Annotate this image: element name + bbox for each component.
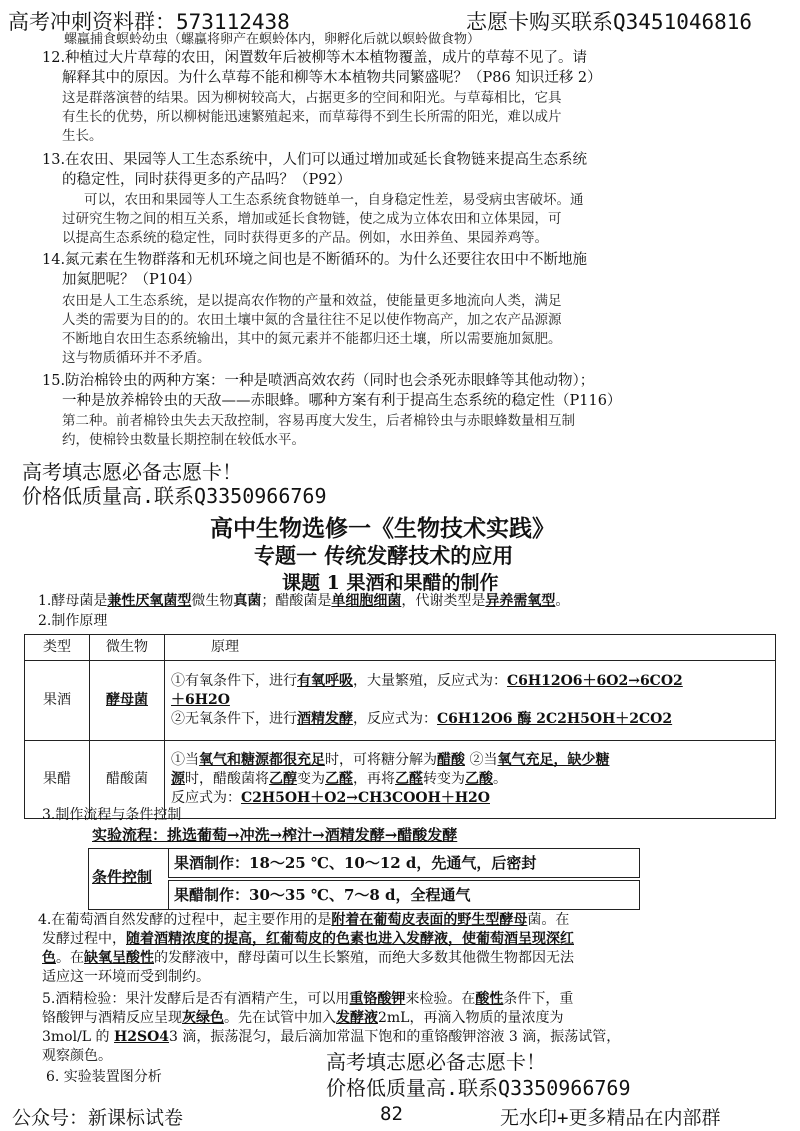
p1-text: 微生物	[191, 593, 234, 609]
q15-line2: 一种是放养棉铃虫的天敌——赤眼蜂。哪种方案有利于提高生态系统的稳定性（P116）	[62, 393, 622, 409]
table-header: 微生物	[90, 635, 165, 661]
title-lesson: 课题 1 果酒和果醋的制作	[282, 572, 499, 594]
txt: ，反应式为：	[353, 711, 437, 727]
p1-key: 兼性厌氧菌型	[107, 593, 192, 609]
key: 随着酒精浓度的提高，红葡萄皮的色素也进入发酵液，使葡萄酒呈现深红	[126, 931, 574, 947]
txt: 4.在葡萄酒自然发酵的过程中，起主要作用的是	[38, 912, 332, 928]
point-3: 3.制作流程与条件控制	[42, 807, 182, 823]
row-microbe	[90, 661, 165, 741]
key: 附着在葡萄皮表面的野生型酵母	[331, 912, 528, 928]
q12-line2: 解释其中的原因。为什么草莓不能和柳等木本植物共同繁盛呢？（P86 知识迁移 2）	[62, 70, 602, 86]
q15-answer1: 第二种。前者棉铃虫失去天敌控制，容易再度大发生，后者棉铃虫与赤眼蜂数量相互制	[62, 413, 575, 429]
point-4-line2	[42, 930, 574, 949]
key: 缺氧呈酸性	[84, 950, 154, 966]
ad2-line2: 价格低质量高.联系Q3350966769	[326, 1076, 631, 1100]
key: 重铬酸钾	[349, 991, 406, 1007]
q14-answer2: 人类的需要为目的的。农田土壤中氮的含量往往不足以使作物高产，加之农产品源源	[62, 312, 562, 328]
txt: 变为	[297, 771, 325, 787]
row-type: 果醋	[25, 741, 90, 819]
row-type: 果酒	[25, 661, 90, 741]
txt: 。在	[56, 950, 84, 966]
flow-condition-label	[92, 868, 152, 887]
point-1	[38, 592, 569, 611]
point-5-line3	[42, 1028, 620, 1047]
txt: 来检验。在	[405, 991, 476, 1007]
q15-answer2: 约，使棉铃虫数量长期控制在较低水平。	[62, 432, 305, 448]
point-4-line4: 适应这一环境而受到制约。	[42, 969, 210, 985]
key: 醋酸	[437, 752, 465, 768]
flow-process-text: 实验流程：挑选葡萄→冲洗→榨汁→酒精发酵→醋酸发酵	[92, 826, 458, 844]
point-4-line1	[38, 911, 569, 930]
key: 乙酸	[465, 771, 493, 787]
txt: 时，醋酸菌将	[185, 771, 269, 787]
txt: 3mol/L 的	[42, 1029, 115, 1045]
key: 酸性	[475, 991, 504, 1007]
equation: ＋6H2O	[171, 692, 230, 708]
key: 氧气充足，缺少糖	[497, 752, 610, 768]
page-number: 82	[380, 1103, 403, 1125]
equation: C2H5OH＋O2→CH3COOH＋H2O	[241, 790, 490, 806]
key: 乙醛	[325, 771, 353, 787]
txt: 2mL，再滴入物质的量浓度为	[378, 1010, 564, 1026]
point-5-line1	[42, 990, 573, 1009]
p1-text: ；醋酸菌是	[261, 593, 332, 609]
cond-text: 条件控制	[92, 868, 153, 886]
q14-answer4: 这与物质循环并不矛盾。	[62, 350, 211, 366]
point-4-line3	[42, 949, 574, 968]
point-5-line2	[42, 1009, 563, 1028]
key: 色	[42, 950, 56, 966]
key: 乙醇	[269, 771, 297, 787]
txt: 反应式为：	[171, 790, 241, 806]
q13-answer1: 可以，农田和果园等人工生态系统食物链单一，自身稳定性差，易受病虫害破坏。通	[84, 192, 584, 208]
header-group-info: 高考冲刺资料群：573112438	[8, 10, 290, 34]
p1-text: 。	[555, 593, 570, 609]
txt: 。先在试管中加入	[224, 1010, 336, 1026]
txt: 条件下，重	[503, 991, 574, 1007]
equation: C6H12O6＋6O2→6CO2	[507, 673, 683, 689]
p1-text: ，代谢类型是	[401, 593, 486, 609]
ad-line1: 高考填志愿必备志愿卡！	[22, 460, 242, 484]
flow-process	[92, 826, 457, 845]
principle-table	[24, 634, 776, 819]
footer-note: 无水印+更多精品在内部群	[500, 1107, 721, 1129]
key: 灰绿色	[182, 1010, 224, 1026]
key: 发酵液	[336, 1010, 378, 1026]
point-2: 2.制作原理	[38, 613, 108, 629]
footer-wechat: 公众号：新课标试卷	[12, 1107, 184, 1129]
key: H2SO4	[114, 1029, 170, 1045]
txt: ②当	[465, 752, 498, 768]
txt: 5.酒精检验：果汁发酵后是否有酒精产生，可以用	[42, 991, 350, 1007]
microbe-name: 酵母菌	[106, 692, 148, 708]
point-6: 6. 实验装置图分析	[46, 1069, 162, 1085]
p1-text: 1.酵母菌是	[38, 593, 108, 609]
txt: 菌。在	[527, 912, 570, 928]
txt: ，大量繁殖，反应式为：	[353, 673, 507, 689]
txt: ①有氧条件下，进行	[171, 673, 297, 689]
txt: ①当	[171, 752, 199, 768]
q15-line1: 15.防治棉铃虫的两种方案：一种是喷洒高效农药（同时也会杀死赤眼蜂等其他动物）；	[42, 373, 595, 389]
key: 有氧呼吸	[297, 673, 353, 689]
txt: 的发酵液中，酵母菌可以生长繁殖，而绝大多数其他微生物都因无法	[154, 950, 574, 966]
header-contact: 志愿卡购买联系Q3451046816	[466, 10, 753, 34]
txt: 3 滴，振荡混匀，最后滴加常温下饱和的重铬酸钾溶液 3 滴，振荡试管，	[169, 1029, 621, 1045]
q12-line1: 12.种植过大片草莓的农田，闲置数年后被柳等木本植物覆盖，成片的草莓不见了。请	[42, 50, 588, 66]
equation: C6H12O6 酶 2C2H5OH＋2CO2	[437, 711, 673, 727]
q14-line1: 14.氮元素在生物群落和无机环境之间也是不断循环的。为什么还要往农田中不断地施	[42, 252, 588, 268]
header-subline: 螺蠃捕食螟蛉幼虫（螺蠃将卵产在螟蛉体内，卵孵化后就以螟蛉做食物）	[64, 32, 481, 47]
ad-line2: 价格低质量高.联系Q3350966769	[22, 484, 327, 508]
q13-answer3: 以提高生态系统的稳定性，同时获得更多的产品。例如，水田养鱼、果园养鸡等。	[62, 230, 548, 246]
q13-line2: 的稳定性，同时获得更多的产品吗？（P92）	[62, 172, 352, 188]
q12-answer2: 有生长的优势，所以柳树能迅速繁殖起来，而草莓得不到生长所需的阳光，难以成片	[62, 109, 562, 125]
q13-line1: 13.在农田、果园等人工生态系统中，人们可以通过增加或延长食物链来提高生态系统	[42, 152, 588, 168]
txt: 铬酸钾与酒精反应呈现	[42, 1010, 182, 1026]
q14-line2: 加氮肥呢？（P104）	[62, 272, 201, 288]
flow-wine: 果酒制作：18～25 ℃、10～12 d，先通气，后密封	[174, 854, 537, 872]
p1-key: 单细胞细菌	[331, 593, 402, 609]
table-header: 原理	[165, 635, 776, 661]
title-topic: 专题一 传统发酵技术的应用	[254, 543, 514, 568]
p1-key: 真菌	[233, 593, 262, 609]
p1-key: 异养需氧型	[485, 593, 556, 609]
point-5-line4: 观察颜色。	[42, 1048, 112, 1064]
row-principle	[165, 741, 776, 819]
txt: ②无氧条件下，进行	[171, 711, 297, 727]
txt: ，再将	[353, 771, 395, 787]
row-principle	[165, 661, 776, 741]
key: 乙醛	[395, 771, 423, 787]
q12-answer3: 生长。	[62, 128, 103, 144]
flow-vinegar: 果醋制作：30～35 ℃、7～8 d，全程通气	[174, 886, 471, 904]
q14-answer3: 不断地自农田生态系统输出，其中的氮元素并不能都归还土壤，所以需要施加氮肥。	[62, 331, 562, 347]
q13-answer2: 过研究生物之间的相互关系，增加或延长食物链，使之成为立体农田和立体果园，可	[62, 211, 562, 227]
txt: 时，可将糖分解为	[325, 752, 437, 768]
key: 源	[171, 771, 185, 787]
table-row	[25, 661, 776, 741]
ad2-line1: 高考填志愿必备志愿卡！	[326, 1050, 546, 1074]
key: 氧气和糖源都很充足	[199, 752, 325, 768]
q14-answer1: 农田是人工生态系统，是以提高农作物的产量和效益，使能量更多地流向人类，满足	[62, 293, 562, 309]
q12-answer1: 这是群落演替的结果。因为柳树较高大，占据更多的空间和阳光。与草莓相比，它具	[62, 90, 562, 106]
key: 酒精发酵	[297, 711, 353, 727]
row-microbe: 醋酸菌	[90, 741, 165, 819]
txt: 发酵过程中，	[42, 931, 126, 947]
txt: 。	[493, 771, 507, 787]
table-header: 类型	[25, 635, 90, 661]
txt: 转变为	[423, 771, 465, 787]
title-main: 高中生物选修一《生物技术实践》	[210, 515, 555, 542]
